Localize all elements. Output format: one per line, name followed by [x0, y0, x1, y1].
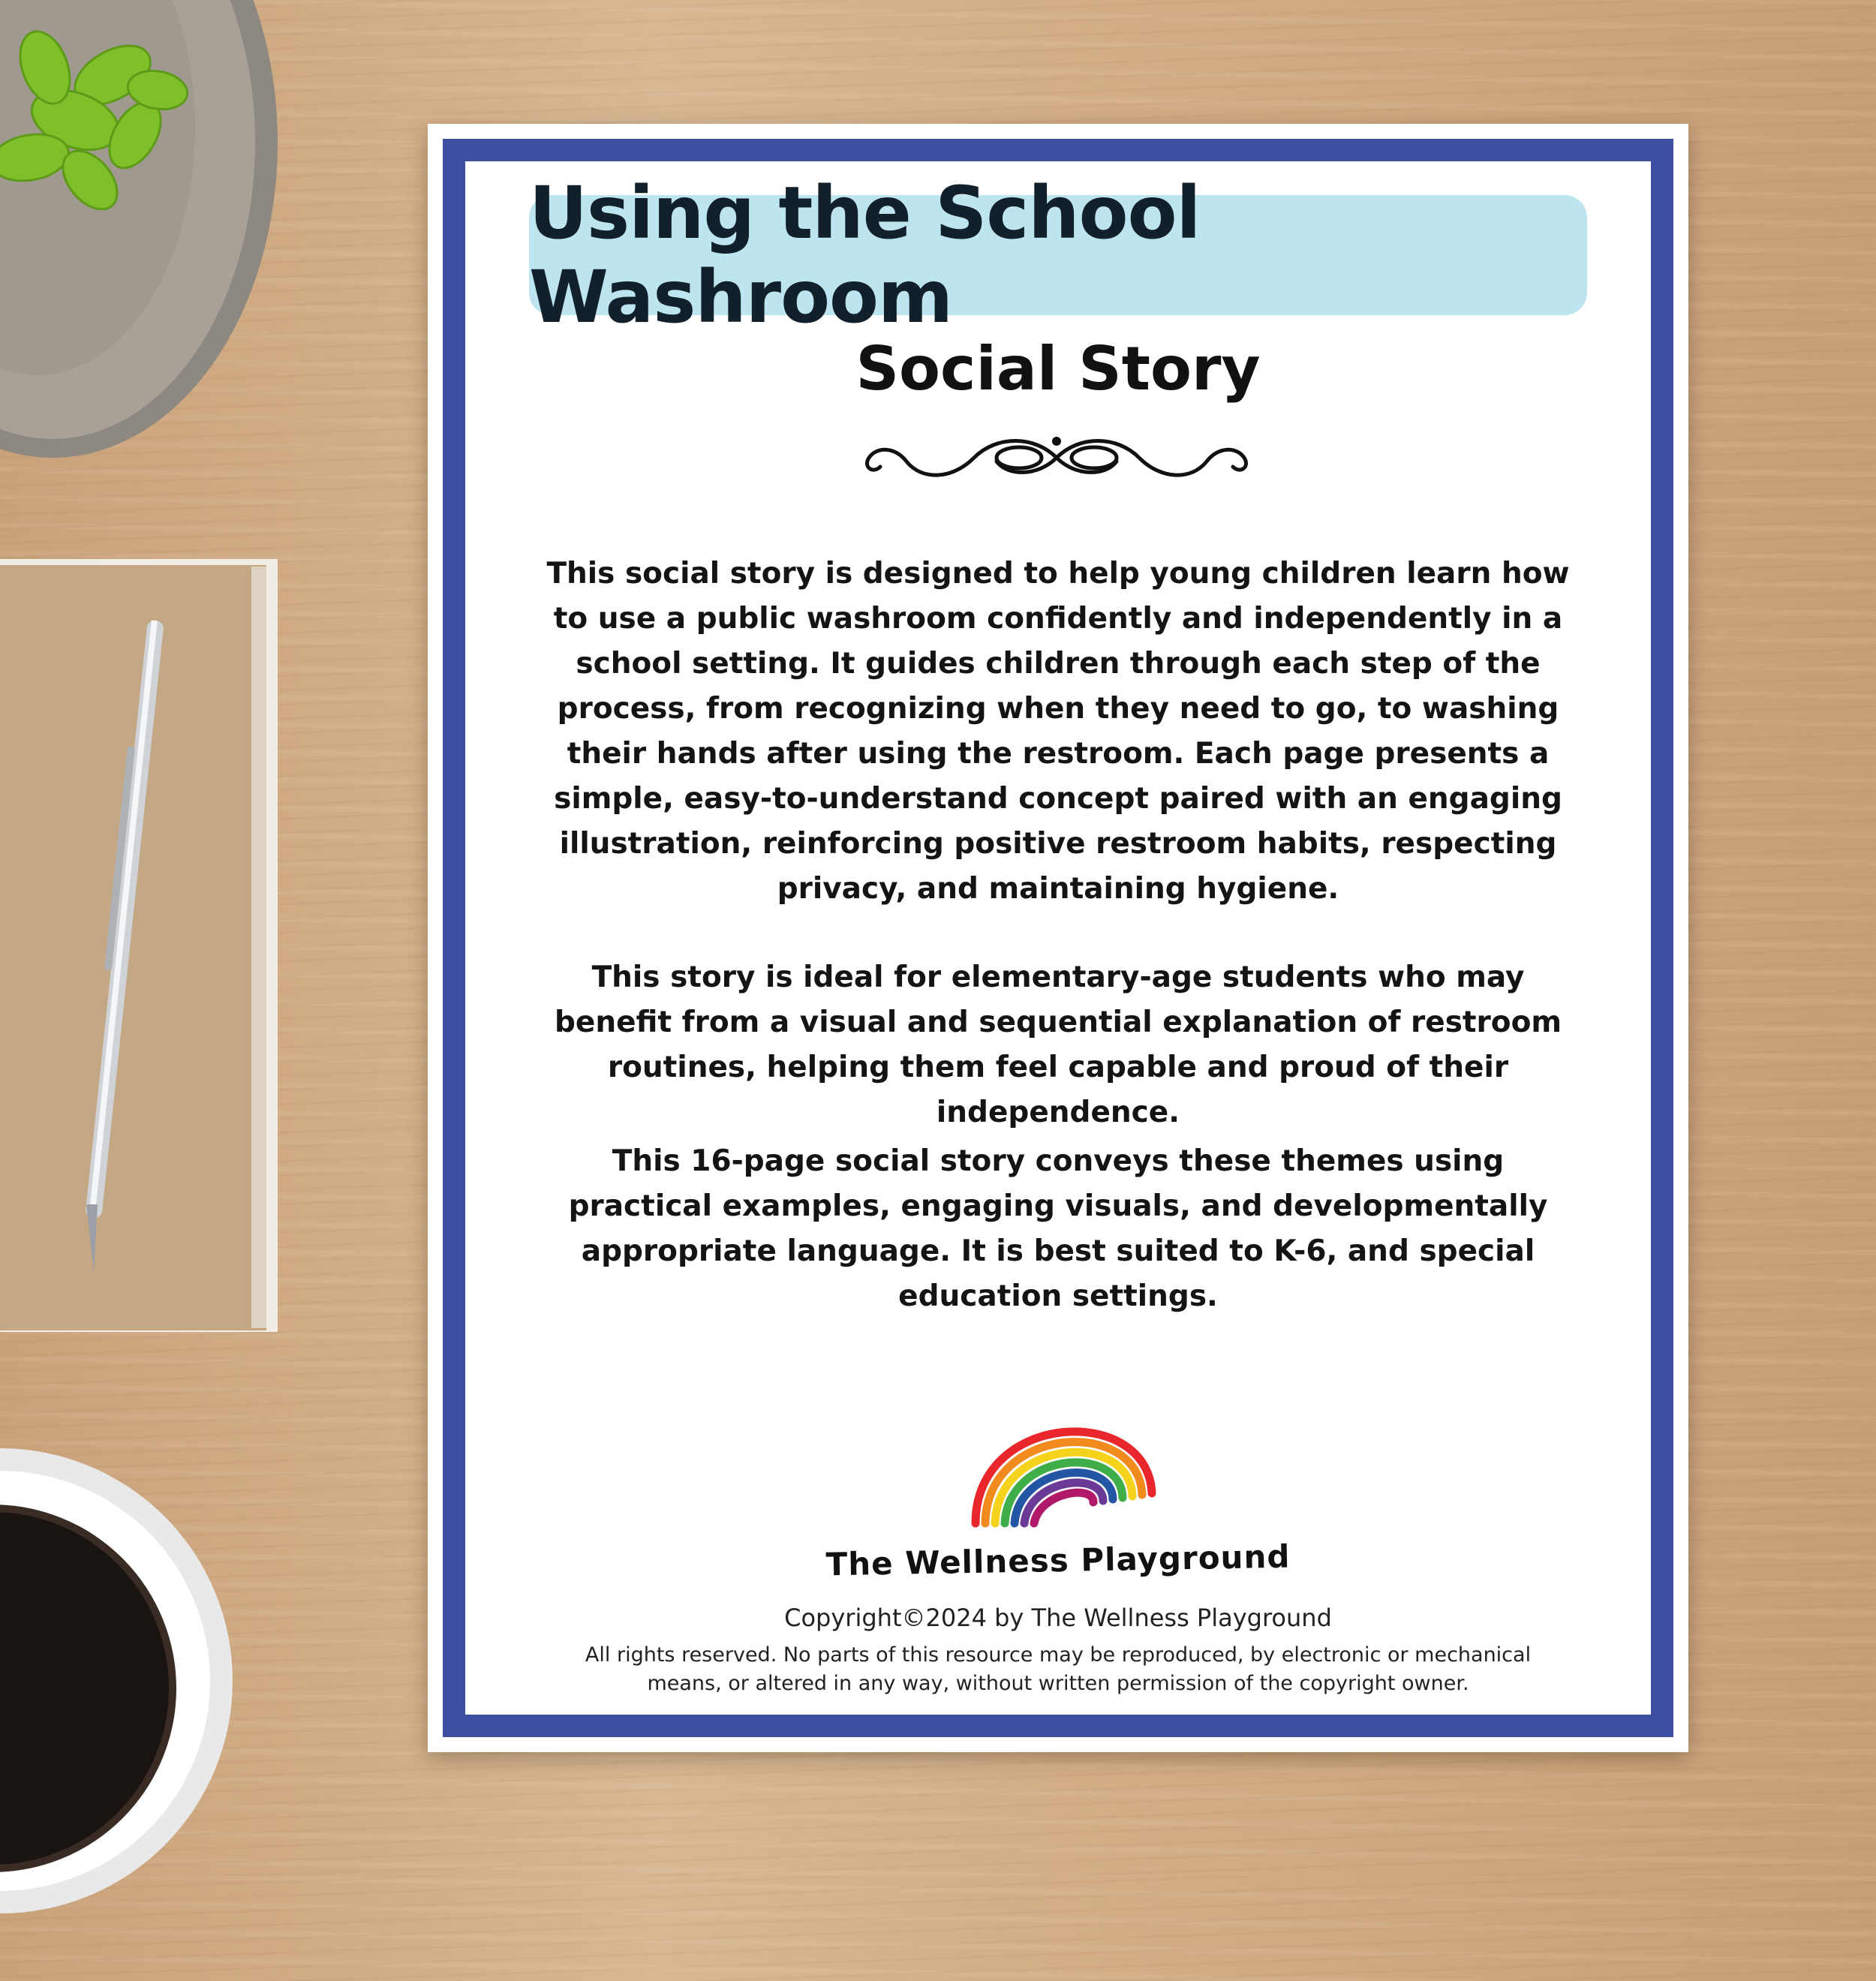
page-subtitle: Social Story: [855, 334, 1261, 404]
rights-notice: All rights reserved. No parts of this resource may be reproduced, by electronic or mechanical means, or altered in any way, without written permission of the copyright owner.: [585, 1643, 1532, 1695]
coffee-cup-decoration: [0, 1381, 255, 1981]
page-border: [443, 139, 1673, 1737]
copyright-line: Copyright©2024 by The Wellness Playground: [784, 1604, 1332, 1632]
title-banner: [529, 171, 1587, 339]
details-paragraph: This 16-page social story conveys these themes using practical examples, engaging visuals, and developmentally appropriate language. It is best suited to K-6, and special education settings.: [568, 1144, 1548, 1313]
page-title: Using the School Washroom: [529, 171, 1201, 339]
plant-pot-decoration: [0, 0, 278, 488]
brand-name: The Wellness Playground: [825, 1538, 1291, 1583]
notebook-and-pen-decoration: [0, 559, 285, 1347]
rainbow-logo-icon: [961, 1381, 1163, 1531]
description-paragraph: This social story is designed to help young children learn how to use a public washroom confidently and independently in a school setting. It guides children through each step of the process, from recognizing when they need to go, to washing their hands after using the restroom. Each page presents a simple, easy-to-understand concept paired with an engaging illustration, reinforcing positive restroom habits, respecting privacy, and maintaining hygiene.: [546, 557, 1570, 906]
document-page: [428, 124, 1688, 1752]
flourish-divider-icon: [846, 428, 1267, 488]
audience-paragraph: This story is ideal for elementary-age students who may benefit from a visual and sequential explanation of restroom routines, helping them feel capable and proud of their independence.: [554, 960, 1562, 1129]
page-content: [465, 161, 1651, 1715]
